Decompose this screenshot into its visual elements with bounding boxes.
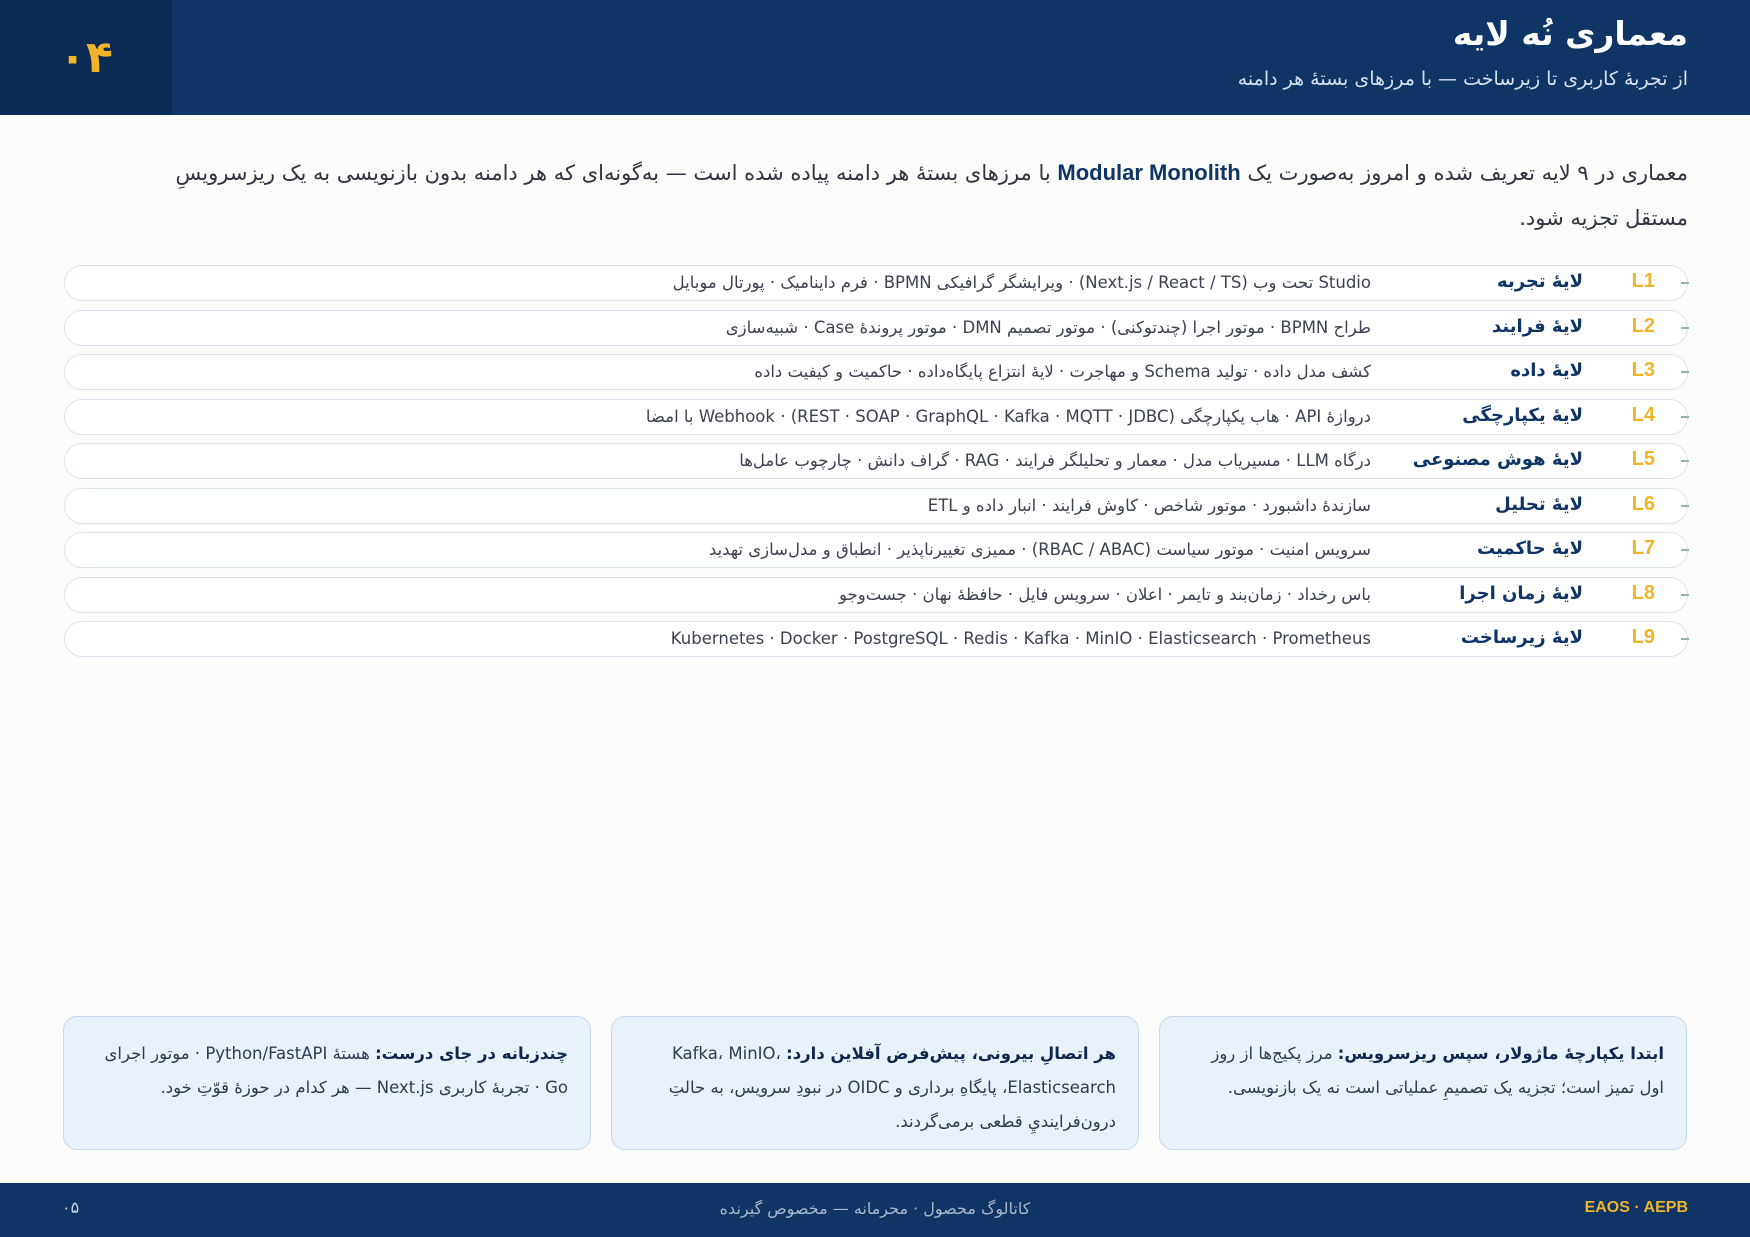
- layer-code: L3: [1631, 359, 1655, 381]
- layer-name: لایهٔ حاکمیت: [1476, 538, 1583, 559]
- layer-description: طراح BPMN · موتور اجرا (چندتوکنی) · موتور تصمیم DMN · موتور پروندهٔ Case · شبیه‌سازی: [725, 317, 1371, 337]
- layer-code: L8: [1631, 581, 1655, 604]
- layer-description: باس رخداد · زمان‌بند و تایمر · اعلان · سرویس فایل · حافظهٔ نهان · جست‌وجو: [839, 584, 1371, 604]
- layer-tick: [1681, 638, 1689, 640]
- layer-code: L6: [1631, 492, 1655, 515]
- layer-code: L9: [1631, 626, 1655, 648]
- intro-highlight: Modular Monolith: [1057, 160, 1241, 185]
- layer-tick: [1681, 282, 1689, 284]
- layer-tick: [1681, 416, 1689, 418]
- layer-name: لایهٔ زیرساخت: [1460, 627, 1583, 648]
- layer-row: [64, 488, 1688, 524]
- page-subtitle: از تجربهٔ کاربری تا زیرساخت — با مرزهای بستهٔ هر دامنه: [1237, 68, 1688, 90]
- layer-row: [64, 577, 1688, 613]
- footer-brand: EAOS · AEPB: [1584, 1199, 1688, 1216]
- card-text: هستهٔ Python/FastAPI · موتور اجرای Go · تجربهٔ کاربری Next.js — هر کدام در حوزهٔ قوّتِ خود.: [104, 1044, 568, 1097]
- layer-description: Studio تحت وب (Next.js / React / TS) · ویرایشگر گرافیکی BPMN · فرم داینامیک · پورتال موبایل: [672, 273, 1371, 292]
- section-number-box: [0, 0, 172, 115]
- layer-row: [64, 265, 1688, 301]
- layer-row: [64, 310, 1688, 346]
- layer-row: [64, 443, 1688, 479]
- card-text: مرز پکیج‌ها از روز اول تمیز است؛ تجزیه یک تصمیمِ عملیاتی است نه یک بازنویسی.: [1211, 1044, 1664, 1097]
- layer-name: لایهٔ فرایند: [1491, 315, 1583, 337]
- page-title: معماری نُه لایه: [1452, 14, 1688, 53]
- layer-code: L7: [1631, 537, 1655, 559]
- page-number: ۰۵: [62, 1198, 80, 1217]
- card-text: Kafka، MinIO، Elasticsearch، پایگاهِ برداری و OIDC در نبودِ سرویس، به حالتِ درون‌فراینديِ قطعی برمی‌گردند.: [668, 1044, 1116, 1131]
- layer-code: L2: [1631, 314, 1655, 337]
- layer-description: سازندهٔ داشبورد · موتور شاخص · کاوش فرایند · انبار داده و ETL: [927, 495, 1371, 515]
- layer-code: L1: [1631, 270, 1655, 292]
- principle-card: [63, 1016, 591, 1150]
- card-heading: ابتدا یکپارچهٔ ماژولار، سپس ریزسرویس:: [1337, 1044, 1664, 1063]
- layer-row: [64, 399, 1688, 435]
- layer-name: لایهٔ هوش مصنوعی: [1412, 449, 1583, 470]
- layer-tick: [1681, 505, 1689, 507]
- layer-name: لایهٔ زمان اجرا: [1459, 582, 1583, 604]
- layer-code: L5: [1631, 448, 1655, 470]
- intro-paragraph: [108, 150, 1688, 241]
- layer-tick: [1681, 594, 1689, 596]
- card-heading: هر اتصالِ بیرونی، پیش‌فرض آفلاین دارد:: [786, 1044, 1116, 1063]
- layer-name: لایهٔ تجربه: [1497, 271, 1583, 292]
- layer-description: دروازهٔ API · هاب یکپارچگی (REST · SOAP · GraphQL · Kafka · MQTT · JDBC) · Webhook با امضا: [645, 406, 1371, 426]
- principle-card: [1159, 1016, 1687, 1150]
- layer-name: لایهٔ داده: [1510, 360, 1583, 381]
- footer-caption: کاتالوگ محصول · محرمانه — مخصوص گیرنده: [719, 1199, 1031, 1218]
- card-heading: چندزبانه در جای درست:: [375, 1044, 568, 1063]
- layer-tick: [1681, 327, 1689, 329]
- principle-cards: [63, 1016, 1687, 1150]
- layer-tick: [1681, 549, 1689, 551]
- layer-description: سرویس امنیت · موتور سیاست (RBAC / ABAC) · ممیزی تغییرناپذیر · انطباق و مدل‌سازی تهدید: [708, 540, 1371, 559]
- principle-card: [611, 1016, 1139, 1150]
- layer-tick: [1681, 460, 1689, 462]
- layer-description: کشف مدل داده · تولید Schema و مهاجرت · لایهٔ انتزاع پایگاه‌داده · حاکمیت و کیفیت داده: [754, 362, 1371, 381]
- layer-tick: [1681, 371, 1689, 373]
- layer-code: L4: [1631, 403, 1655, 426]
- slide-header: [0, 0, 1750, 115]
- layer-name: لایهٔ تحلیل: [1495, 493, 1583, 515]
- layer-row: [64, 532, 1688, 568]
- layers-list: [64, 265, 1688, 666]
- slide-footer: [0, 1183, 1750, 1237]
- layer-description: درگاه LLM · مسیریاب مدل · معمار و تحلیلگر فرایند · RAG · گراف دانش · چارچوب عامل‌ها: [739, 451, 1371, 470]
- layer-description: Kubernetes · Docker · PostgreSQL · Redis · Kafka · MinIO · Elasticsearch · Prometheus: [670, 629, 1371, 648]
- layer-row: [64, 621, 1688, 657]
- intro-text-before: معماری در ۹ لایه تعریف شده و امروز به‌صورت یک: [1240, 161, 1688, 185]
- layer-name: لایهٔ یکپارچگی: [1462, 404, 1583, 426]
- intro-text-after: با مرزهای بستهٔ هر دامنه پیاده شده است — به‌گونه‌ای که هر دامنه بدون بازنویسی به یک ریزسرویسِ مستقل تجزیه شود.: [175, 161, 1688, 230]
- layer-row: [64, 354, 1688, 390]
- section-number: ۰۴: [59, 32, 113, 83]
